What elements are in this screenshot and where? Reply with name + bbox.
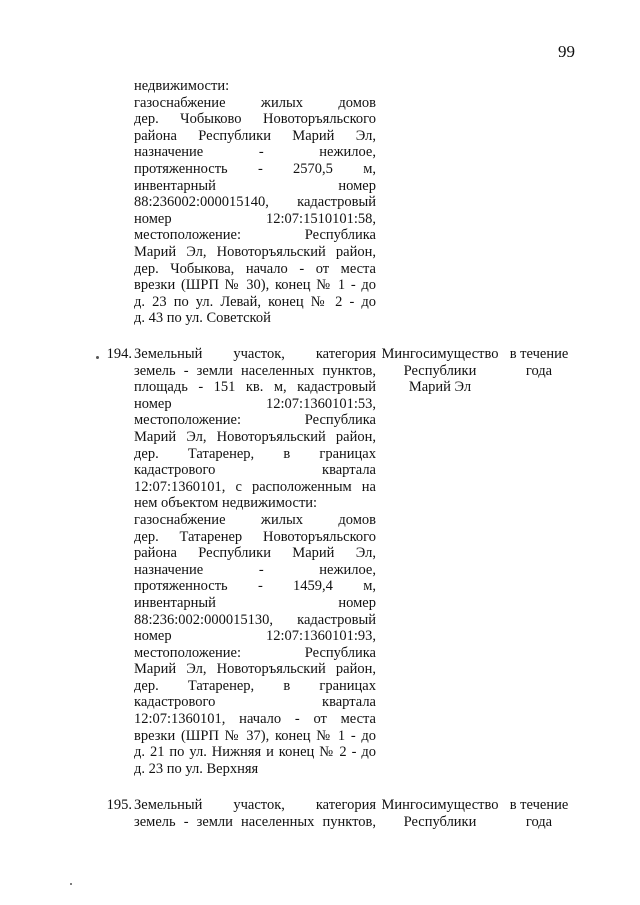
term-line: года bbox=[525, 813, 553, 830]
authority-line: Мингосимущество bbox=[381, 346, 499, 362]
description-line: Земельный участок, категория bbox=[134, 346, 376, 362]
term-line: года bbox=[525, 362, 553, 379]
row-number: 195. bbox=[106, 797, 132, 813]
description-line: 88:236002:000015140, кадастровый bbox=[134, 194, 376, 211]
row-authority bbox=[380, 346, 500, 396]
authority-line: Марий Эл bbox=[408, 379, 472, 396]
description-line: дер. Татаренер, в границах bbox=[134, 445, 376, 462]
description-line: нем объектом недвижимости: bbox=[134, 495, 318, 512]
description-line: назначение - нежилое, bbox=[134, 561, 376, 578]
description-line: протяженность - 2570,5 м, bbox=[134, 160, 376, 177]
description-line: площадь - 151 кв. м, кадастровый bbox=[134, 379, 376, 396]
row-description bbox=[134, 797, 376, 830]
description-line: д. 23 по ул. Верхняя bbox=[134, 760, 259, 777]
term-line: в течение bbox=[509, 797, 569, 813]
row-number: 194. bbox=[106, 346, 132, 362]
description-line: 12:07:1360101, с расположенным на bbox=[134, 478, 376, 495]
description-line: газоснабжение жилых домов bbox=[134, 94, 376, 111]
description-line: района Республики Марий Эл, bbox=[134, 545, 376, 562]
authority-line: Мингосимущество bbox=[381, 797, 499, 813]
description-line: местоположение: Республика bbox=[134, 227, 376, 244]
authority-line: Республики bbox=[403, 362, 477, 379]
description-line: номер 12:07:1360101:93, bbox=[134, 628, 376, 645]
description-line: Марий Эл, Новоторъяльский район, bbox=[134, 243, 376, 260]
description-line: инвентарный номер bbox=[134, 594, 376, 611]
row-term bbox=[505, 346, 573, 379]
description-line: местоположение: Республика bbox=[134, 644, 376, 661]
description-line: протяженность - 1459,4 м, bbox=[134, 578, 376, 595]
row-term bbox=[505, 797, 573, 830]
page-number: 99 bbox=[558, 42, 575, 61]
description-line: номер 12:07:1360101:53, bbox=[134, 395, 376, 412]
description-line: врезки (ШРП № 30), конец № 1 - до bbox=[134, 277, 376, 294]
description-line: дер. Татаренер, в границах bbox=[134, 677, 376, 694]
scan-speck bbox=[70, 883, 72, 885]
description-line: дер. Татаренер Новоторъяльского bbox=[134, 528, 376, 545]
description-line: 12:07:1360101, начало - от места bbox=[134, 711, 376, 728]
description-line: дер. Чобыково Новоторъяльского bbox=[134, 111, 376, 128]
description-line: газоснабжение жилых домов bbox=[134, 511, 376, 528]
description-line: земель - земли населенных пунктов, bbox=[134, 362, 376, 379]
term-line: в течение bbox=[509, 346, 569, 362]
description-line: Марий Эл, Новоторъяльский район, bbox=[134, 661, 376, 678]
description-line: назначение - нежилое, bbox=[134, 144, 376, 161]
description-line: земель - земли населенных пунктов, bbox=[134, 813, 376, 830]
description-line: района Республики Марий Эл, bbox=[134, 127, 376, 144]
description-line: недвижимости: bbox=[134, 78, 230, 94]
description-line: дер. Чобыкова, начало - от места bbox=[134, 260, 376, 277]
description-line: 88:236:002:000015130, кадастровый bbox=[134, 611, 376, 628]
description-line: д. 21 по ул. Нижняя и конец № 2 - до bbox=[134, 744, 376, 761]
description-line: врезки (ШРП № 37), конец № 1 - до bbox=[134, 727, 376, 744]
description-line: Марий Эл, Новоторъяльский район, bbox=[134, 428, 376, 445]
description-line: д. 43 по ул. Советской bbox=[134, 310, 271, 327]
continuation-description bbox=[134, 78, 376, 327]
description-line: инвентарный номер bbox=[134, 177, 376, 194]
row-description bbox=[134, 346, 376, 777]
authority-line: Республики bbox=[403, 813, 477, 830]
row-authority bbox=[380, 797, 500, 830]
description-line: номер 12:07:1510101:58, bbox=[134, 210, 376, 227]
description-line: кадастрового квартала bbox=[134, 462, 376, 479]
description-line: местоположение: Республика bbox=[134, 412, 376, 429]
description-line: Земельный участок, категория bbox=[134, 797, 376, 813]
description-line: д. 23 по ул. Левай, конец № 2 - до bbox=[134, 293, 376, 310]
description-line: кадастрового квартала bbox=[134, 694, 376, 711]
